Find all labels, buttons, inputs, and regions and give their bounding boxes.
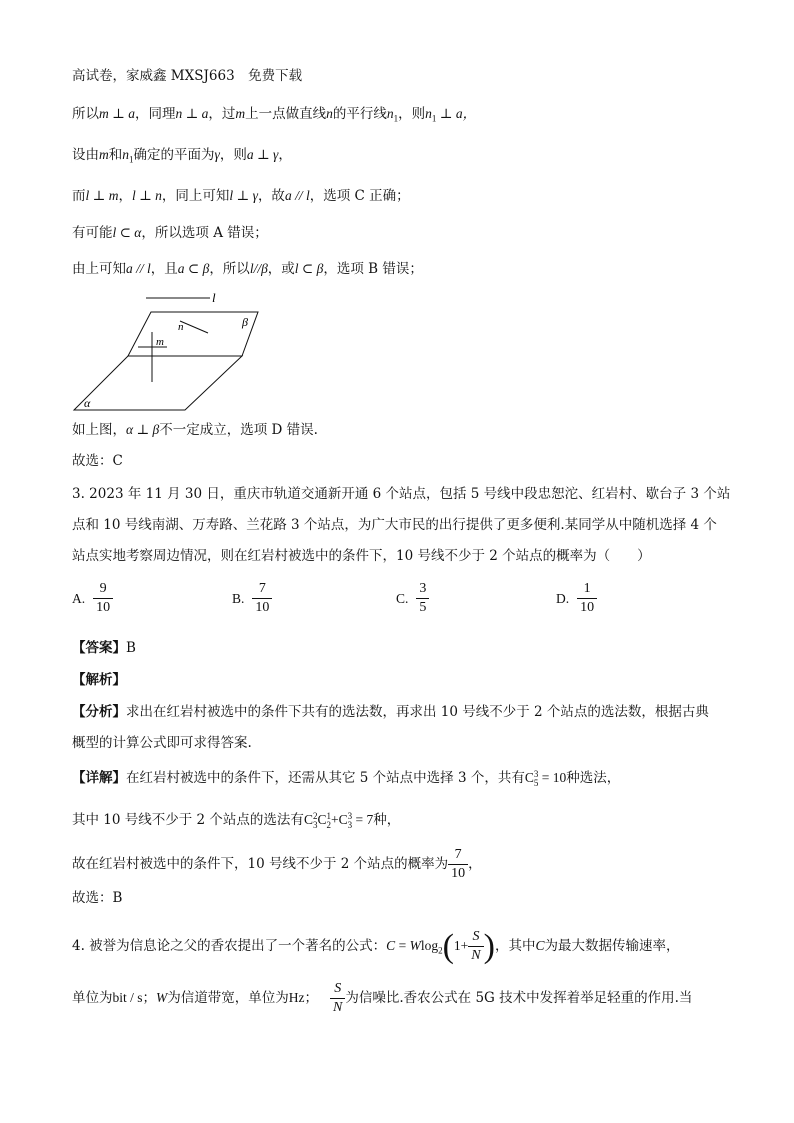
q3-line-1: 3. 2023 年 11 月 30 日，重庆市轨道交通新开通 6 个站点，包括 5 号线中段忠恕沱、红岩村、歇台子 3 个站 <box>72 486 731 502</box>
fenxi-line-1: 【分析】求出在红岩村被选中的条件下共有的选法数，再求出 10 号线不少于 2 个站点的选法数，根据古典 <box>72 704 709 720</box>
proof-line-3: 而l ⊥ m，l ⊥ n，同上可知l ⊥ γ，故a // l，选项 C 正确； <box>72 188 410 204</box>
analysis-heading: 【解析】 <box>72 672 126 688</box>
plane-alpha <box>74 356 242 410</box>
header-watermark: 高试卷，家威鑫 MXSJ663 免费下载 <box>72 68 303 84</box>
proof-line-7: 故选：C <box>72 453 123 469</box>
xiangjie-line-2: 其中 10 号线不少于 2 个站点的选法有C 2 3 C 1 2 +C 3 3 = 7种， <box>72 810 401 830</box>
line-n <box>180 321 208 333</box>
label-m: m <box>156 336 164 348</box>
label-beta: β <box>242 315 248 329</box>
fenxi-line-2: 概型的计算公式即可求得答案. <box>72 735 252 751</box>
option-b: B. $\frac{7}{10}$ <box>232 580 272 617</box>
xiangjie-line-3: 故在红岩村被选中的条件下，10 号线不少于 2 个站点的概率为 $\frac{7}{10}$ ， <box>72 847 482 881</box>
q4-line-1: 4. 被誉为信息论之父的香农提出了一个著名的公式：C = Wlog$_2$(1+ $\frac{S}{N}$ )，其中C为最大数据传输速率， <box>72 927 680 965</box>
xiangjie-line-1: 【详解】在红岩村被选中的条件下，还需从其它 5 个站点中选择 3 个，共有C 3 5 = 10种选法， <box>72 768 621 788</box>
q3-final: 故选：B <box>72 890 123 906</box>
q3-line-2: 点和 10 号线南湖、万寿路、兰花路 3 个站点，为广大市民的出行提供了更多便利.某同学从中随机选择 4 个 <box>72 517 717 533</box>
option-d: D. $\frac{1}{10}$ <box>556 580 597 617</box>
q4-line-2: 单位为bit / s；W为信道带宽，单位为Hz； $\frac{S}{N}$ 为信噪比.香农公式在 5G 技术中发挥着举足轻重的作用.当 <box>72 981 693 1015</box>
label-n: n <box>178 321 184 333</box>
proof-line-4: 有可能l ⊂ α，所以选项 A 错误； <box>72 225 268 241</box>
proof-line-1: 所以m ⊥ a，同理n ⊥ a，过m上一点做直线n的平行线$n_1$，则$n_1$ ⊥ a， <box>72 106 477 124</box>
plane-beta <box>128 312 258 356</box>
option-a: A. $\frac{9}{10}$ <box>72 580 113 617</box>
label-alpha: α <box>84 396 91 410</box>
proof-line-2: 设由m和$n_1$确定的平面为γ，则a ⊥ γ， <box>72 147 292 165</box>
q3-line-3: 站点实地考察周边情况，则在红岩村被选中的条件下，10 号线不少于 2 个站点的概率为（ ） <box>72 548 651 564</box>
planes-figure <box>70 288 270 414</box>
option-c: C. $\frac{3}{5}$ <box>396 580 429 617</box>
proof-line-6: 如上图，α ⊥ β不一定成立，选项 D 错误. <box>72 422 318 438</box>
answer-line: 【答案】B <box>72 640 136 656</box>
label-l: l <box>212 290 216 305</box>
proof-line-5: 由上可知a // l，且a ⊂ β，所以l//β，或l ⊂ β，选项 B 错误； <box>72 261 423 277</box>
